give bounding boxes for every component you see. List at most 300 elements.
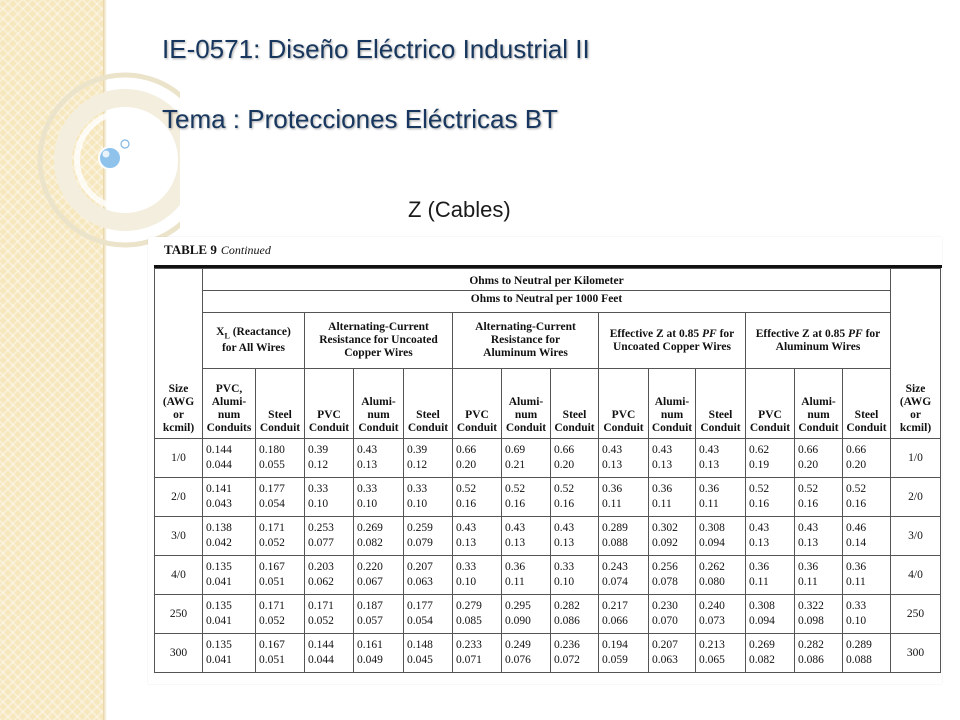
value-per-km: 0.171 xyxy=(308,600,334,612)
value-per-1000ft: 0.052 xyxy=(259,537,285,549)
value-per-1000ft: 0.13 xyxy=(749,537,770,549)
value-cell xyxy=(599,556,649,595)
value-cell xyxy=(305,595,354,634)
column-subheader-line: Conduit xyxy=(407,422,449,434)
value-cell xyxy=(551,634,599,673)
group-header-reactance xyxy=(203,313,305,369)
column-subheader xyxy=(843,369,891,439)
value-cell xyxy=(746,556,795,595)
value-per-km: 0.66 xyxy=(456,444,477,456)
value-cell xyxy=(795,595,843,634)
value-per-1000ft: 0.16 xyxy=(798,498,819,510)
value-per-km: 0.282 xyxy=(798,639,824,651)
value-per-1000ft: 0.12 xyxy=(308,459,329,471)
value-per-km: 0.236 xyxy=(554,639,580,651)
value-per-1000ft: 0.082 xyxy=(749,654,775,666)
size-cell-left: 300 xyxy=(155,634,203,673)
group-z-copper-post: for xyxy=(716,327,735,340)
value-per-1000ft: 0.041 xyxy=(206,654,232,666)
value-per-1000ft: 0.041 xyxy=(206,615,232,627)
column-subheader-line: Steel xyxy=(268,409,292,421)
value-per-1000ft: 0.094 xyxy=(699,537,725,549)
value-per-1000ft: 0.10 xyxy=(357,498,378,510)
value-per-km: 0.194 xyxy=(602,639,628,651)
value-per-1000ft: 0.20 xyxy=(554,459,575,471)
value-per-km: 0.135 xyxy=(206,600,232,612)
value-cell xyxy=(203,517,256,556)
value-cell xyxy=(256,556,305,595)
value-per-1000ft: 0.085 xyxy=(456,615,482,627)
value-per-km: 0.33 xyxy=(456,561,477,573)
size-cell-right: 3/0 xyxy=(891,517,941,556)
value-per-km: 0.180 xyxy=(259,444,285,456)
value-cell xyxy=(599,595,649,634)
table-body xyxy=(155,439,941,673)
table-row xyxy=(155,478,941,517)
value-per-km: 0.52 xyxy=(798,483,819,495)
value-per-km: 0.144 xyxy=(308,639,334,651)
value-cell xyxy=(502,556,551,595)
value-per-km: 0.43 xyxy=(505,522,526,534)
value-per-1000ft: 0.071 xyxy=(456,654,482,666)
value-per-km: 0.269 xyxy=(357,522,383,534)
group-z-aluminum-pre: Effective Z at 0.85 xyxy=(755,327,849,340)
value-per-1000ft: 0.054 xyxy=(407,615,433,627)
column-subheader-line: PVC xyxy=(611,409,636,421)
column-subheader xyxy=(502,369,551,439)
value-per-km: 0.289 xyxy=(846,639,872,651)
value-per-1000ft: 0.11 xyxy=(505,576,525,588)
value-cell xyxy=(453,517,502,556)
value-per-km: 0.141 xyxy=(206,483,232,495)
value-per-1000ft: 0.088 xyxy=(602,537,628,549)
value-cell xyxy=(795,478,843,517)
column-subheader xyxy=(649,369,696,439)
value-per-km: 0.308 xyxy=(699,522,725,534)
value-per-km: 0.36 xyxy=(798,561,819,573)
value-per-1000ft: 0.13 xyxy=(554,537,575,549)
value-per-km: 0.39 xyxy=(308,444,329,456)
value-cell xyxy=(843,595,891,634)
value-cell xyxy=(696,517,746,556)
value-cell xyxy=(305,478,354,517)
value-per-1000ft: 0.11 xyxy=(749,576,769,588)
value-per-1000ft: 0.082 xyxy=(357,537,383,549)
value-cell xyxy=(502,439,551,478)
column-subheader-line: Conduit xyxy=(554,422,595,434)
column-subheader-line: Alumi- xyxy=(801,396,836,408)
value-per-1000ft: 0.086 xyxy=(554,615,580,627)
value-cell xyxy=(404,478,453,517)
value-per-km: 0.33 xyxy=(357,483,378,495)
value-per-km: 0.43 xyxy=(652,444,673,456)
value-per-1000ft: 0.073 xyxy=(699,615,725,627)
column-subheader-line: Conduit xyxy=(651,422,693,434)
table-row xyxy=(155,517,941,556)
column-subheader xyxy=(551,369,599,439)
size-cell-right: 250 xyxy=(891,595,941,634)
value-per-km: 0.43 xyxy=(798,522,819,534)
value-per-km: 0.259 xyxy=(407,522,433,534)
value-per-1000ft: 0.092 xyxy=(652,537,678,549)
column-subheader-line: Alumi- xyxy=(654,396,690,408)
value-per-km: 0.203 xyxy=(308,561,334,573)
value-cell xyxy=(599,439,649,478)
column-subheader-line: Alumi- xyxy=(361,396,396,408)
column-subheader xyxy=(795,369,843,439)
impedance-table xyxy=(154,268,941,673)
value-per-1000ft: 0.094 xyxy=(749,615,775,627)
course-title: IE-0571: Diseño Eléctrico Industrial II xyxy=(162,34,590,64)
group-reactance-x: X xyxy=(216,325,225,338)
size-header-line: or xyxy=(910,409,921,421)
group-z-copper-pre: Effective Z at 0.85 xyxy=(609,327,703,340)
group-header-copper-resistance xyxy=(305,313,453,369)
value-per-1000ft: 0.12 xyxy=(407,459,428,471)
column-subheader-line: PVC xyxy=(758,409,782,421)
value-per-km: 0.36 xyxy=(505,561,526,573)
value-per-km: 0.295 xyxy=(505,600,531,612)
group-header-aluminum-resistance xyxy=(453,313,599,369)
value-cell xyxy=(453,439,502,478)
value-per-1000ft: 0.076 xyxy=(505,654,531,666)
column-subheader-line: Conduit xyxy=(798,422,839,434)
value-per-km: 0.279 xyxy=(456,600,482,612)
value-per-km: 0.177 xyxy=(259,483,285,495)
value-cell xyxy=(502,634,551,673)
value-per-km: 0.302 xyxy=(652,522,678,534)
value-per-km: 0.230 xyxy=(652,600,678,612)
column-subheader-line: PVC, xyxy=(215,383,243,395)
value-cell xyxy=(551,595,599,634)
value-cell xyxy=(649,634,696,673)
size-header-line: kcmil) xyxy=(899,422,932,434)
value-cell xyxy=(599,517,649,556)
value-cell xyxy=(599,634,649,673)
value-cell xyxy=(696,634,746,673)
table-row xyxy=(155,634,941,673)
group-header-line: Resistance for xyxy=(490,334,561,346)
value-per-km: 0.213 xyxy=(699,639,725,651)
value-cell xyxy=(305,556,354,595)
group-header-copper-effective-z xyxy=(599,313,746,369)
size-header-line: (AWG xyxy=(899,396,932,408)
value-per-1000ft: 0.16 xyxy=(505,498,526,510)
size-header-right xyxy=(891,269,941,439)
value-cell xyxy=(354,478,404,517)
value-cell xyxy=(404,556,453,595)
value-per-km: 0.43 xyxy=(357,444,378,456)
size-header-line: Size xyxy=(168,383,189,395)
value-cell xyxy=(551,556,599,595)
group-reactance-line2: for All Wires xyxy=(221,342,286,355)
value-cell xyxy=(354,556,404,595)
table-row xyxy=(155,595,941,634)
value-per-1000ft: 0.088 xyxy=(846,654,872,666)
value-per-km: 0.282 xyxy=(554,600,580,612)
size-cell-right: 4/0 xyxy=(891,556,941,595)
column-subheader xyxy=(696,369,746,439)
value-per-km: 0.52 xyxy=(456,483,477,495)
value-per-1000ft: 0.051 xyxy=(259,576,285,588)
value-per-1000ft: 0.063 xyxy=(652,654,678,666)
value-cell xyxy=(256,634,305,673)
value-per-1000ft: 0.067 xyxy=(357,576,383,588)
units-banner-metric: Ohms to Neutral per Kilometer xyxy=(469,275,624,287)
value-per-km: 0.66 xyxy=(554,444,575,456)
bubble-icon xyxy=(99,140,129,169)
value-per-km: 0.217 xyxy=(602,600,628,612)
table-row xyxy=(155,439,941,478)
value-per-km: 0.269 xyxy=(749,639,775,651)
value-per-1000ft: 0.072 xyxy=(554,654,580,666)
value-per-km: 0.36 xyxy=(602,483,623,495)
value-cell xyxy=(453,634,502,673)
value-per-1000ft: 0.20 xyxy=(846,459,867,471)
column-subheader-line: Conduit xyxy=(846,422,887,434)
value-cell xyxy=(795,556,843,595)
size-cell-left: 2/0 xyxy=(155,478,203,517)
size-cell-left: 3/0 xyxy=(155,517,203,556)
value-cell xyxy=(203,556,256,595)
value-per-1000ft: 0.10 xyxy=(407,498,428,510)
value-cell xyxy=(502,595,551,634)
value-per-km: 0.177 xyxy=(407,600,433,612)
column-subheader xyxy=(305,369,354,439)
value-per-1000ft: 0.044 xyxy=(206,459,232,471)
value-cell xyxy=(795,634,843,673)
value-per-km: 0.66 xyxy=(798,444,819,456)
size-header-line: Size xyxy=(905,383,926,395)
value-per-1000ft: 0.13 xyxy=(357,459,378,471)
column-subheader-line: Conduit xyxy=(700,422,741,434)
value-per-km: 0.322 xyxy=(798,600,824,612)
value-per-1000ft: 0.063 xyxy=(407,576,433,588)
value-per-km: 0.43 xyxy=(602,444,623,456)
value-per-1000ft: 0.043 xyxy=(206,498,232,510)
size-header-line: (AWG xyxy=(162,396,195,408)
value-per-km: 0.33 xyxy=(308,483,329,495)
value-per-1000ft: 0.079 xyxy=(407,537,433,549)
value-per-km: 0.69 xyxy=(505,444,526,456)
value-cell xyxy=(203,595,256,634)
value-per-km: 0.36 xyxy=(699,483,720,495)
value-per-km: 0.207 xyxy=(407,561,433,573)
value-per-1000ft: 0.041 xyxy=(206,576,232,588)
value-per-1000ft: 0.052 xyxy=(308,615,334,627)
value-per-km: 0.36 xyxy=(652,483,673,495)
units-banner xyxy=(203,269,891,313)
value-cell xyxy=(453,595,502,634)
value-cell xyxy=(649,556,696,595)
column-subheader xyxy=(404,369,453,439)
value-per-km: 0.52 xyxy=(505,483,526,495)
value-cell xyxy=(746,439,795,478)
value-cell xyxy=(599,478,649,517)
group-z-copper-line2: Uncoated Copper Wires xyxy=(613,340,731,353)
column-subheader-line: num xyxy=(807,409,830,421)
group-header-line: Copper Wires xyxy=(344,347,413,359)
table-caption-number: TABLE 9 xyxy=(164,242,217,257)
value-cell xyxy=(256,478,305,517)
group-z-aluminum-post: for xyxy=(862,327,881,340)
value-per-1000ft: 0.055 xyxy=(259,459,285,471)
value-cell xyxy=(843,556,891,595)
value-cell xyxy=(746,517,795,556)
value-per-1000ft: 0.16 xyxy=(846,498,867,510)
value-cell xyxy=(649,478,696,517)
value-per-1000ft: 0.13 xyxy=(505,537,526,549)
size-header-line: or xyxy=(173,409,184,421)
column-subheader-line: Alumi- xyxy=(508,396,544,408)
value-per-km: 0.171 xyxy=(259,522,285,534)
value-cell xyxy=(696,556,746,595)
value-per-km: 0.187 xyxy=(357,600,383,612)
value-cell xyxy=(203,634,256,673)
column-subheader-line: num xyxy=(367,409,390,421)
column-subheader xyxy=(203,369,256,439)
column-subheader-line: Steel xyxy=(708,409,733,421)
column-subheader-line: Steel xyxy=(562,409,587,421)
value-per-1000ft: 0.11 xyxy=(846,576,866,588)
value-per-1000ft: 0.062 xyxy=(308,576,334,588)
value-per-1000ft: 0.11 xyxy=(652,498,672,510)
value-per-1000ft: 0.13 xyxy=(652,459,673,471)
column-subheader xyxy=(746,369,795,439)
group-reactance-suffix: (Reactance) xyxy=(229,325,291,338)
value-per-km: 0.233 xyxy=(456,639,482,651)
value-cell xyxy=(551,439,599,478)
value-cell xyxy=(795,517,843,556)
value-per-1000ft: 0.077 xyxy=(308,537,334,549)
size-cell-left: 250 xyxy=(155,595,203,634)
value-per-km: 0.253 xyxy=(308,522,334,534)
value-per-1000ft: 0.065 xyxy=(699,654,725,666)
table-row xyxy=(155,556,941,595)
column-subheader-line: Steel xyxy=(416,409,440,421)
topic-title: Tema : Protecciones Eléctricas BT xyxy=(162,104,558,134)
value-per-1000ft: 0.13 xyxy=(456,537,477,549)
value-cell xyxy=(502,478,551,517)
value-cell xyxy=(551,478,599,517)
value-per-1000ft: 0.052 xyxy=(259,615,285,627)
value-per-km: 0.33 xyxy=(846,600,867,612)
value-per-km: 0.43 xyxy=(554,522,575,534)
value-cell xyxy=(649,595,696,634)
value-per-km: 0.262 xyxy=(699,561,725,573)
value-cell xyxy=(305,634,354,673)
value-per-1000ft: 0.19 xyxy=(749,459,770,471)
value-cell xyxy=(453,478,502,517)
column-subheader-line: Steel xyxy=(854,409,879,421)
size-cell-right: 300 xyxy=(891,634,941,673)
column-subheader-line: Conduit xyxy=(603,422,644,434)
value-per-km: 0.171 xyxy=(259,600,285,612)
group-z-aluminum-pf: PF xyxy=(848,327,863,340)
slide-subtitle: Z (Cables) xyxy=(408,197,511,222)
value-per-km: 0.144 xyxy=(206,444,232,456)
table-scan xyxy=(148,237,942,684)
value-per-1000ft: 0.16 xyxy=(456,498,477,510)
size-cell-right: 2/0 xyxy=(891,478,941,517)
value-per-km: 0.240 xyxy=(699,600,725,612)
column-subheader-line: num xyxy=(660,409,684,421)
value-per-1000ft: 0.11 xyxy=(798,576,818,588)
value-per-km: 0.135 xyxy=(206,639,232,651)
value-cell xyxy=(203,439,256,478)
value-per-km: 0.289 xyxy=(602,522,628,534)
value-per-1000ft: 0.21 xyxy=(505,459,526,471)
size-cell-left: 4/0 xyxy=(155,556,203,595)
value-per-1000ft: 0.086 xyxy=(798,654,824,666)
column-subheader-line: PVC xyxy=(465,409,489,421)
value-per-1000ft: 0.14 xyxy=(846,537,867,549)
value-per-1000ft: 0.16 xyxy=(554,498,575,510)
value-per-1000ft: 0.070 xyxy=(652,615,678,627)
subheader-row xyxy=(155,369,941,439)
value-per-km: 0.43 xyxy=(699,444,720,456)
group-header-line: Aluminum Wires xyxy=(483,347,568,359)
value-per-1000ft: 0.13 xyxy=(699,459,720,471)
value-per-1000ft: 0.11 xyxy=(699,498,719,510)
value-per-1000ft: 0.10 xyxy=(308,498,329,510)
value-per-km: 0.52 xyxy=(846,483,867,495)
value-cell xyxy=(404,517,453,556)
value-per-1000ft: 0.080 xyxy=(699,576,725,588)
value-cell xyxy=(843,478,891,517)
value-cell xyxy=(354,439,404,478)
value-per-km: 0.256 xyxy=(652,561,678,573)
value-per-1000ft: 0.045 xyxy=(407,654,433,666)
value-per-1000ft: 0.066 xyxy=(602,615,628,627)
column-subheader-line: Conduit xyxy=(505,422,547,434)
value-per-1000ft: 0.044 xyxy=(308,654,334,666)
value-per-km: 0.167 xyxy=(259,561,285,573)
value-per-km: 0.161 xyxy=(357,639,383,651)
value-cell xyxy=(404,595,453,634)
value-per-km: 0.66 xyxy=(846,444,867,456)
value-cell xyxy=(354,595,404,634)
group-header-line: Alternating-Current xyxy=(328,321,429,333)
value-per-km: 0.36 xyxy=(846,561,867,573)
group-header-aluminum-effective-z xyxy=(746,313,891,369)
value-cell xyxy=(649,517,696,556)
value-cell xyxy=(354,517,404,556)
value-cell xyxy=(453,556,502,595)
value-cell xyxy=(746,595,795,634)
value-per-km: 0.39 xyxy=(407,444,428,456)
value-per-1000ft: 0.054 xyxy=(259,498,285,510)
group-reactance-subscript: L xyxy=(224,331,230,341)
column-subheader xyxy=(256,369,305,439)
value-per-1000ft: 0.10 xyxy=(846,615,867,627)
size-header-line: kcmil) xyxy=(162,422,195,434)
value-per-1000ft: 0.13 xyxy=(798,537,819,549)
value-per-1000ft: 0.057 xyxy=(357,615,383,627)
table-caption xyxy=(164,242,271,258)
value-cell xyxy=(203,478,256,517)
value-per-1000ft: 0.090 xyxy=(505,615,531,627)
value-cell xyxy=(843,517,891,556)
value-per-km: 0.52 xyxy=(749,483,770,495)
value-cell xyxy=(404,634,453,673)
column-subheader-line: Conduit xyxy=(259,422,301,434)
value-per-km: 0.43 xyxy=(456,522,477,534)
column-subheader-line: Conduit xyxy=(456,422,498,434)
value-cell xyxy=(305,517,354,556)
column-subheader-line: Conduit xyxy=(749,422,791,434)
value-per-km: 0.36 xyxy=(749,561,770,573)
